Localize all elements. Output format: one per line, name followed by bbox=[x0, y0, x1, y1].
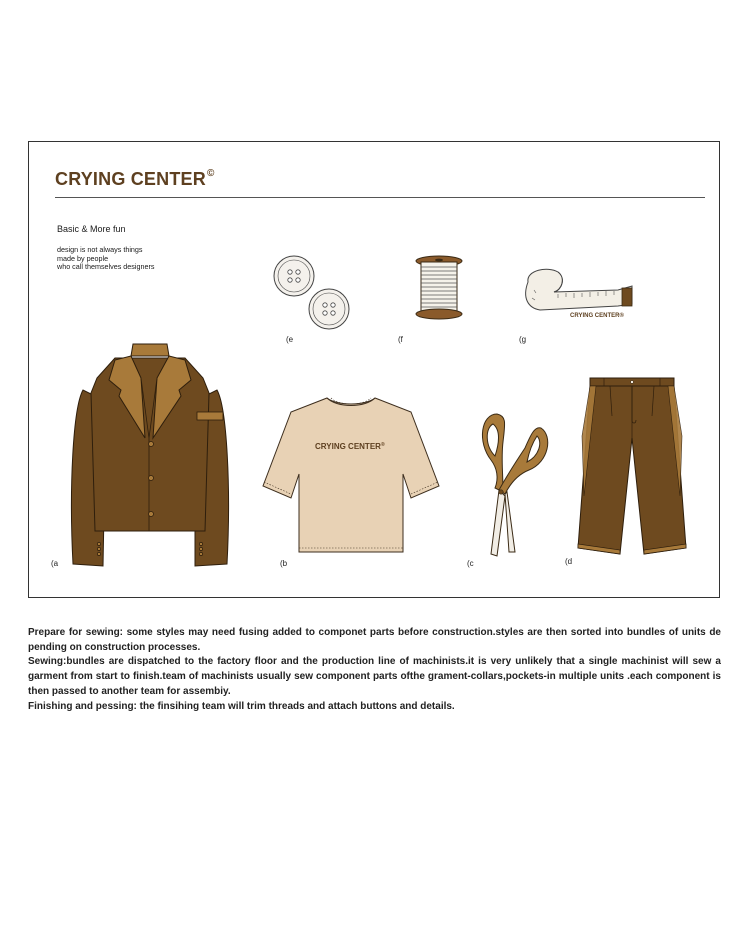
brand-mark: © bbox=[206, 168, 215, 179]
brand-title bbox=[55, 169, 215, 190]
buttons-icon bbox=[272, 254, 352, 332]
label-f: (f bbox=[398, 335, 403, 344]
tape-measure-icon bbox=[518, 260, 638, 330]
tagline-line-1: design is not always things bbox=[57, 245, 143, 254]
subtitle: Basic & More fun bbox=[57, 224, 126, 234]
brand-name: CRYING CENTER bbox=[55, 169, 206, 189]
label-d: (d bbox=[565, 557, 573, 566]
label-e: (e bbox=[286, 335, 294, 344]
svg-text:CRYING CENTER® bbox=[315, 441, 385, 451]
label-g: (g bbox=[519, 335, 527, 344]
tshirt-icon bbox=[261, 394, 441, 556]
tshirt-print-mark: ® bbox=[380, 442, 385, 448]
thread-spool-icon bbox=[414, 254, 464, 322]
design-board bbox=[28, 141, 720, 598]
tagline-line-2: made by people bbox=[57, 253, 109, 263]
label-a: (a bbox=[51, 559, 59, 568]
tshirt-print: CRYING CENTER bbox=[315, 442, 381, 451]
label-b: (b bbox=[280, 559, 288, 568]
tape-print: CRYING CENTER® bbox=[570, 313, 624, 319]
process-caption bbox=[28, 626, 721, 714]
tagline bbox=[57, 246, 154, 272]
header-divider bbox=[55, 197, 705, 198]
tagline-line-3: who call themselves designers bbox=[57, 262, 155, 272]
jacket-icon bbox=[65, 338, 235, 568]
caption-finishing: Finishing and pessing: the finsihing team will trim threads and attach buttons and details. bbox=[28, 700, 455, 712]
label-c: (c bbox=[467, 559, 474, 568]
scissors-icon bbox=[473, 412, 553, 560]
caption-prepare: Prepare for sewing: some styles may need fusing added to componet parts before construction.styles are then sorted into bundles of units de pending on construction processes. bbox=[28, 627, 721, 653]
caption-sewing: Sewing:bundles are dispatched to the factory floor and the production line of machinists.it is very unlikely that a single machinist will sew a garment from start to finish.team of machinists usually sew component parts ofthe grament-collars,pockets-in multiple units .each component is then passed to another team for assembiy. bbox=[28, 656, 721, 697]
trousers-icon bbox=[574, 376, 688, 556]
